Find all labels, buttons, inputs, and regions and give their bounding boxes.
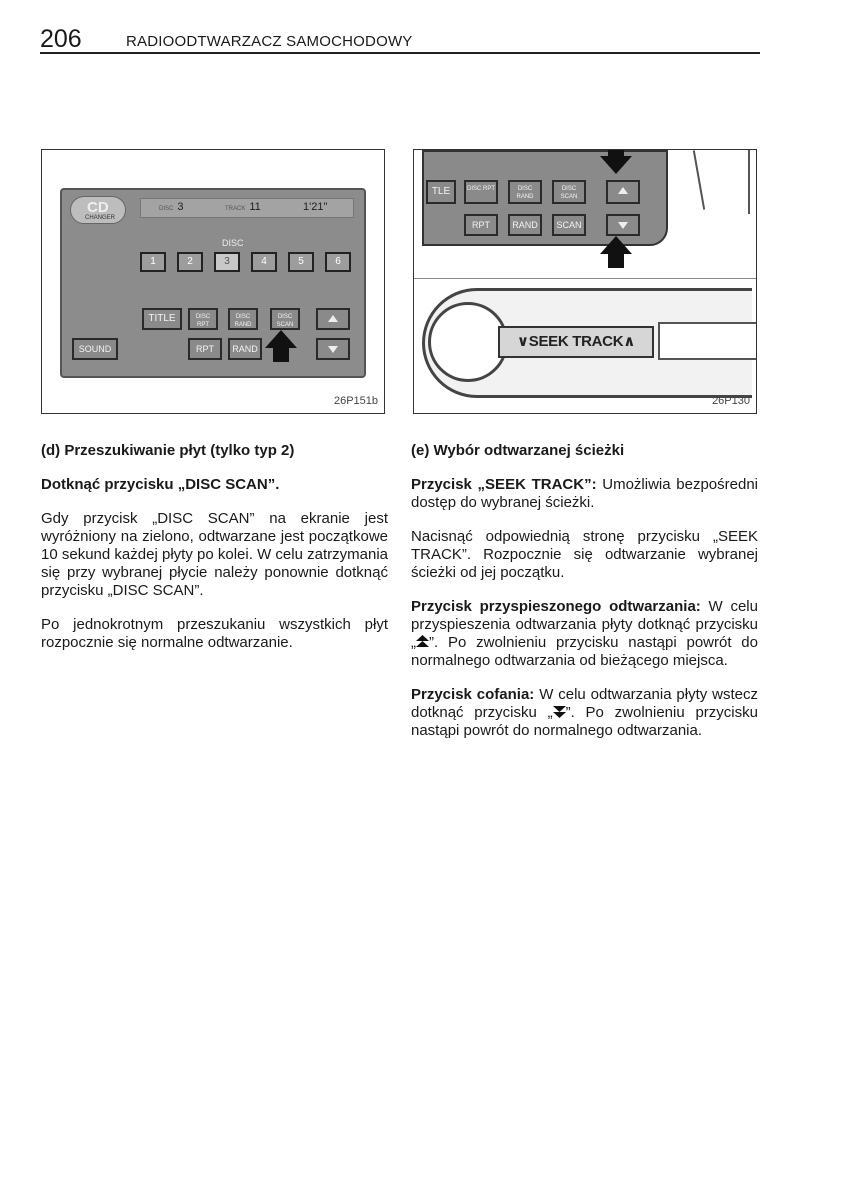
paragraph-disc-scan: Gdy przycisk „DISC SCAN” na ekranie jest wyróżniony na zielono, odtwarzane jest początkowe 10 sekund każdej płyty po kolei. W celu zatrzymania się przy wybranej płycie należy ponownie dotknąć przycisku „DISC SCAN”. (41, 510, 388, 599)
figure-code: 26P151b (333, 395, 378, 407)
cd-mode-logo (70, 196, 126, 224)
double-up-arrow-icon (618, 187, 628, 194)
disc-3-button[interactable]: 3 (214, 252, 240, 272)
disc-4-button[interactable]: 4 (251, 252, 277, 272)
title-button[interactable]: TLE (426, 180, 456, 204)
disc-2-button[interactable]: 2 (177, 252, 203, 272)
disc-6-button[interactable]: 6 (325, 252, 351, 272)
fast-forward-button[interactable] (606, 180, 640, 204)
disc-rand-button[interactable]: DISC RAND (228, 308, 258, 330)
disc-section-label: DISC (222, 238, 244, 248)
double-up-arrow-icon (416, 635, 429, 648)
rpt-button[interactable]: RPT (464, 214, 498, 236)
pointing-up-arrow-icon (600, 236, 632, 268)
touch-screen-display (60, 188, 366, 378)
right-text-column (411, 442, 758, 756)
title-button[interactable]: TITLE (142, 308, 182, 330)
status-bar (140, 198, 354, 218)
disc-rpt-button[interactable]: DISC RPT (464, 180, 498, 204)
paragraph-normal-playback: Po jednokrotnym przeszukaniu wszystkich płyt rozpocznie się normalne odtwarzanie. (41, 616, 388, 651)
pointing-arrow-icon (265, 330, 297, 362)
disc-slot (658, 322, 757, 360)
instruction-disc-scan: Dotknąć przycisku „DISC SCAN”. (41, 476, 280, 493)
status-track: TRACK 11 (225, 201, 261, 213)
rewind-button[interactable] (606, 214, 640, 236)
volume-knob[interactable] (428, 302, 508, 382)
pointing-down-arrow-icon (600, 150, 632, 174)
dashboard-sketch-line (748, 150, 750, 214)
disc-rpt-button[interactable]: DISC RPT (188, 308, 218, 330)
figure-seek-track-panel (413, 149, 757, 414)
double-up-arrow-icon (328, 315, 338, 322)
rand-button[interactable]: RAND (228, 338, 262, 360)
rpt-button[interactable]: RPT (188, 338, 222, 360)
sound-button[interactable]: SOUND (72, 338, 118, 360)
disc-1-button[interactable]: 1 (140, 252, 166, 272)
disc-scan-button[interactable]: DISC SCAN (270, 308, 300, 330)
rewind-button[interactable] (316, 338, 350, 360)
dashboard-sketch-line (693, 150, 705, 209)
paragraph-rewind: Przycisk cofania: W celu odtwarzania płyty wstecz dotknąć przycisku „ ”. Po zwolnieniu przycisku nastąpi powrót do normalnego odtwarzania. (411, 686, 759, 739)
paragraph-fast-forward: Przycisk przyspieszonego odtwarzania: W celu przyspieszenia odtwarzania płyty dotknąć przycisku „ ”. Po zwolnieniu przycisku nastąpi powrót do normalnego odtwarzania od bieżącego miejsca. (411, 598, 758, 669)
paragraph-press-seek: Nacisnąć odpowiednią stronę przycisku „SEEK TRACK”. Rozpocznie się odtwarzanie wybranej ścieżki od jej początku. (411, 528, 758, 581)
disc-rand-button[interactable]: DISC RAND (508, 180, 542, 204)
section-heading-disc-scan: (d) Przeszukiwanie płyt (tylko typ 2) (41, 442, 295, 459)
seek-track-label: SEEK TRACK (528, 333, 624, 350)
left-text-column (41, 442, 388, 668)
fast-forward-button[interactable] (316, 308, 350, 330)
page-number: 206 (40, 25, 82, 53)
double-down-arrow-icon (618, 222, 628, 229)
paragraph-seek-track: Przycisk „SEEK TRACK”: Umożliwia bezpośredni dostęp do wybranej ścieżki. (411, 476, 758, 511)
double-down-arrow-icon (553, 705, 566, 718)
chevron-up-icon: ∧ (623, 333, 636, 350)
page-header (40, 26, 760, 54)
cd-logo-text: CD (87, 199, 109, 216)
scan-button[interactable]: SCAN (552, 214, 586, 236)
seek-track-button[interactable] (498, 326, 654, 358)
figure-cd-changer-screen (41, 149, 385, 414)
cd-logo-subtext: CHANGER (85, 215, 116, 221)
running-title: RADIOODTWARZACZ SAMOCHODOWY (126, 33, 413, 50)
chevron-down-icon: ∨ (516, 333, 529, 350)
figure-code: 26P130 (712, 395, 750, 407)
status-disc: DISC 3 (159, 201, 184, 213)
disc-5-button[interactable]: 5 (288, 252, 314, 272)
status-time: 1'21" (303, 201, 328, 213)
section-heading-track-select: (e) Wybór odtwarzanej ścieżki (411, 442, 625, 459)
disc-scan-button[interactable]: DISC SCAN (552, 180, 586, 204)
rand-button[interactable]: RAND (508, 214, 542, 236)
double-down-arrow-icon (328, 346, 338, 353)
dashboard-sketch-line (414, 278, 757, 279)
